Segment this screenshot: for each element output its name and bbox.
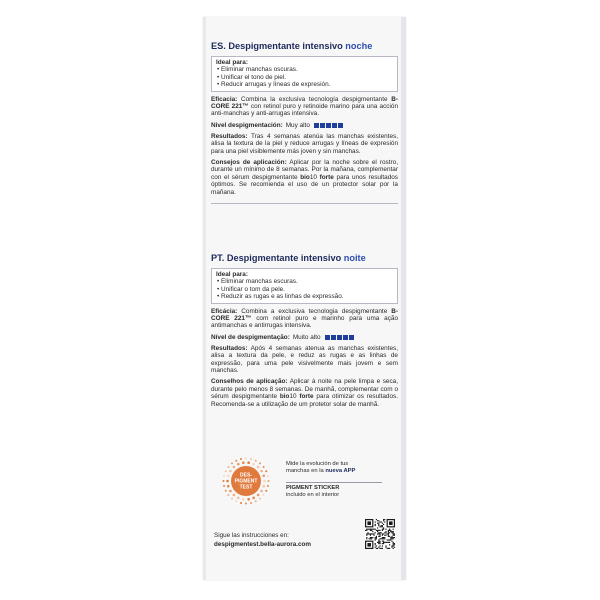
es-nivel-squares [313, 123, 343, 128]
app-promo-line-2 [286, 468, 355, 475]
badge-dot [259, 462, 261, 464]
pt-nivel [211, 334, 398, 341]
section-divider [211, 203, 398, 204]
level-square [338, 123, 343, 128]
badge-dot [260, 470, 263, 473]
badge-dot [237, 497, 240, 500]
pt-consejos [211, 378, 398, 408]
badge-dot [263, 466, 265, 468]
pt-eficacia [211, 308, 398, 330]
level-square [320, 123, 325, 128]
badge-dot [267, 485, 269, 487]
badge-dot [265, 470, 267, 472]
level-square [325, 335, 330, 340]
badge-dot [226, 480, 229, 483]
badge-dot [231, 462, 233, 464]
es-consejos-text-a: Aplicar por la noche sobre el rostro, durante un mínimo de 8 semanas. Por la mañana, complementar con el sérum despigmentante [211, 159, 398, 181]
level-square [349, 335, 354, 340]
es-resultados-text: Tras 4 semanas atenúa las manchas existentes, alisa la textura de la piel y reduce arrugas y líneas de expresión para una piel visiblemente más joven y sin manchas. [211, 132, 398, 155]
es-consejos [211, 159, 398, 196]
es-ideal-item: • Reducir arrugas y líneas de expresión. [217, 81, 331, 89]
es-eficacia-text-a: Combina la exclusiva tecnología despigmentante [241, 95, 388, 103]
pt-title-prefix: PT. Despigmentante intensivo [211, 253, 342, 263]
pt-title [211, 253, 398, 263]
level-square [343, 335, 348, 340]
badge-dot [263, 480, 266, 483]
badge-dot [262, 474, 265, 477]
badge-line-1: DES- [240, 472, 252, 479]
pt-ideal-item: • Eliminar manchas escuras. [217, 278, 298, 286]
pt-consejos-text-a: Aplicar à noite na pele limpa e seca, durante pelo menos 8 semanas. De manhã, complementar com o sérum despigmentante [211, 378, 398, 401]
es-title-accent: noche [345, 41, 373, 51]
app-promo-line-1: Mide la evolución de tus [286, 461, 349, 467]
badge-dot [242, 498, 245, 501]
badge-dot [227, 485, 230, 488]
badge-dot [240, 502, 242, 504]
despigment-test-badge-icon [222, 457, 270, 505]
level-square [332, 123, 337, 128]
es-eficacia-label: Eficacia: [211, 95, 238, 103]
badge-dot [247, 461, 250, 464]
pt-nivel-squares [324, 335, 354, 340]
es-ideal-item: • Eliminar manchas oscuras. [217, 66, 298, 74]
es-consejos-bio: bio [300, 173, 310, 181]
badge-dot [257, 466, 260, 469]
badge-dot [229, 490, 232, 493]
es-consejos-text-b: para unos resultados óptimos. Se recomienda el uso de un protector solar por la mañana. [211, 173, 399, 196]
es-ideal-box [211, 56, 398, 92]
badge-dot [235, 460, 237, 462]
pt-section [211, 253, 398, 408]
es-title-prefix: ES. Despigmentante intensivo [211, 41, 343, 51]
pt-title-accent: noite [343, 253, 366, 263]
badge-dot [267, 475, 269, 477]
badge-dot [229, 470, 232, 473]
badge-dot [250, 502, 252, 504]
badge-dot [252, 497, 255, 500]
package-edge-right [401, 17, 406, 580]
es-ideal-item: • Unificar el tono de piel. [217, 73, 287, 81]
pt-consejos-forte: forte [299, 393, 314, 401]
badge-line-2: PIGMENT [234, 478, 258, 485]
pt-eficacia-bold: B-CORE 221™ [211, 307, 398, 323]
footer-instructions: Sigue las instrucciones en: [214, 532, 289, 539]
badge-dot [255, 460, 257, 462]
badge-dot [257, 494, 260, 497]
pt-nivel-value: Muito alto [292, 333, 321, 341]
badge-dot [260, 490, 263, 493]
badge-dot [250, 458, 252, 460]
pt-resultados [211, 345, 398, 375]
badge-dot [231, 498, 233, 500]
level-square [314, 123, 319, 128]
app-promo [286, 461, 355, 475]
pigment-sticker-note [286, 482, 382, 499]
sticker-title: PIGMENT STICKER [286, 485, 340, 491]
badge-dot [242, 461, 245, 464]
badge-dot [233, 466, 236, 469]
badge-dot [223, 480, 225, 482]
badge-dot [223, 485, 225, 487]
badge-dot [225, 490, 227, 492]
level-square [326, 123, 331, 128]
level-square [331, 335, 336, 340]
es-eficacia-text-b: con retinol puro y retinoide marino para una acción anti-manchas y anti-arrugas intensiva. [211, 103, 399, 118]
pt-consejos-ten: 10 [289, 393, 297, 401]
badge-line-3: TEST [239, 484, 253, 491]
es-consejos-forte: forte [319, 173, 334, 181]
badge-dot [227, 466, 229, 468]
pt-ideal-box [211, 268, 398, 304]
es-eficacia [211, 96, 398, 118]
pt-consejos-label: Conselhos de aplicação: [211, 378, 288, 386]
app-promo-bold: nueva APP [325, 468, 356, 475]
badge-dot [263, 494, 265, 496]
badge-dot [223, 475, 225, 477]
pt-resultados-text: Após 4 semanas atenua as manchas existentes, alisa a textura da pele, e reduz as rugas e as linhas de expressão, para uma pele visivelmente mais jovem e sem manchas. [211, 344, 398, 375]
badge-dot [255, 500, 257, 502]
badge-dot [265, 490, 267, 492]
badge-dot [240, 458, 242, 460]
es-ideal-heading: Ideal para: [216, 59, 248, 66]
pt-consejos-text-b: para otimizar os resultados. Recomenda-se a utilização de um protetor solar de manhã. [211, 393, 398, 408]
badge-dot [245, 458, 247, 460]
footer-url: despigmentest.bella-aurora.com [214, 540, 311, 548]
level-square [337, 335, 342, 340]
pt-nivel-label: Nível de despigmentação: [211, 333, 290, 341]
badge-dot [259, 498, 261, 500]
package-edge-left [203, 17, 206, 580]
footer [214, 532, 311, 549]
es-nivel-label: Nivel despigmentación: [211, 121, 283, 129]
app-promo-text: manchas en la [286, 468, 324, 475]
badge-dot [233, 494, 236, 497]
es-title [211, 41, 398, 51]
sticker-subtitle: incluido en el interior [286, 492, 340, 499]
es-consejos-label: Consejos de aplicación: [211, 159, 287, 167]
badge-dot [247, 498, 250, 501]
badge-dot [262, 485, 265, 488]
qr-code-icon [365, 519, 395, 549]
es-resultados-label: Resultados: [211, 132, 248, 140]
pt-consejos-bio: bio [279, 393, 290, 401]
badge-dot [225, 470, 227, 472]
badge-dot [237, 463, 240, 466]
es-eficacia-bold: B-CORE 221™ [211, 95, 399, 111]
badge-dot [245, 503, 247, 505]
es-consejos-ten: 10 [309, 173, 317, 181]
pt-eficacia-text-a: Combina a exclusiva tecnologia despigmentante [241, 307, 388, 315]
pt-eficacia-label: Eficácia: [211, 307, 238, 315]
badge-dot [227, 494, 229, 496]
badge-dot [268, 480, 270, 482]
pt-ideal-item: • Unificar o tom da pele. [217, 285, 285, 293]
pt-ideal-heading: Ideal para: [216, 271, 248, 278]
badge-dot [252, 463, 255, 466]
pt-resultados-label: Resultados: [211, 344, 248, 352]
pt-eficacia-text-b: com retinol puro e marinho para uma ação antimanchas e antirrugas intensiva. [211, 315, 399, 330]
es-nivel [211, 122, 398, 129]
badge-dot [227, 474, 230, 477]
badge-dot [235, 500, 237, 502]
es-section [211, 41, 398, 204]
pt-ideal-item: • Reduzir as rugas e as linhas de expressão. [217, 293, 344, 301]
es-resultados [211, 133, 398, 155]
es-nivel-value: Muy alto [285, 121, 310, 129]
